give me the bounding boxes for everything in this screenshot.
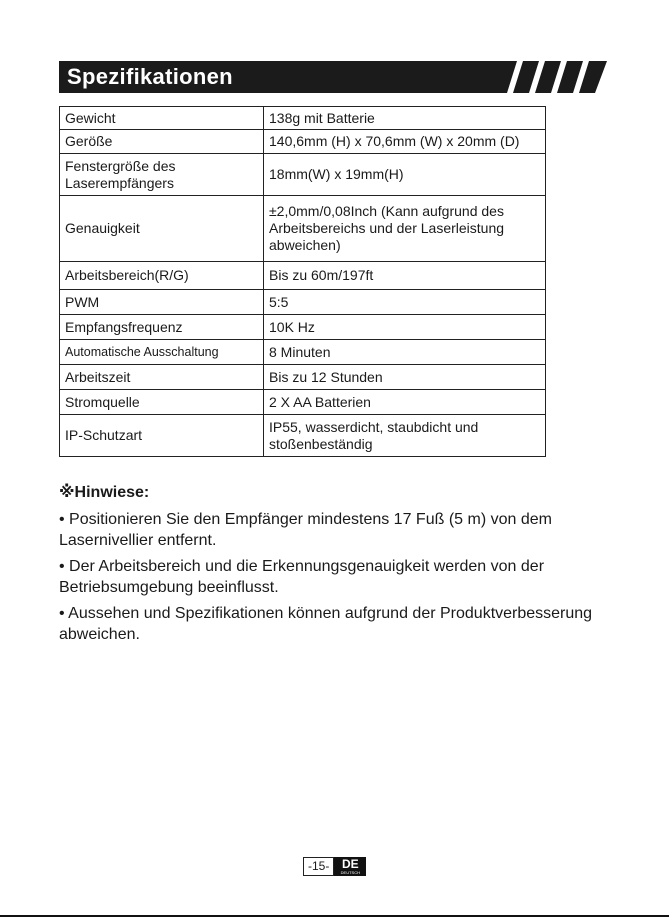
spec-value: 138g mit Batterie xyxy=(264,107,546,130)
page-footer xyxy=(303,857,366,876)
spec-label: Automatische Ausschaltung xyxy=(60,340,264,365)
table-row xyxy=(60,196,546,262)
spec-label: Geröße xyxy=(60,130,264,154)
page-number: -15- xyxy=(303,857,334,876)
spec-value: IP55, wasserdicht, staubdicht und stoßenbeständig xyxy=(264,415,546,457)
bottom-divider xyxy=(0,915,669,917)
spec-label: Stromquelle xyxy=(60,390,264,415)
spec-value: 5:5 xyxy=(264,290,546,315)
table-row xyxy=(60,390,546,415)
notes-title: ※Hinwiese: xyxy=(59,484,150,501)
spec-value: 8 Minuten xyxy=(264,340,546,365)
table-row xyxy=(60,130,546,154)
note-item: • Aussehen und Spezifikationen können aufgrund der Produktverbesserung abweichen. xyxy=(59,605,593,643)
language-code: DE xyxy=(342,857,359,871)
spec-value: ±2,0mm/0,08Inch (Kann aufgrund des Arbeitsbereichs und der Laserleistung abweichen) xyxy=(264,196,546,262)
language-badge xyxy=(334,857,366,876)
notes-section xyxy=(59,482,599,650)
spec-value: 10K Hz xyxy=(264,315,546,340)
table-row xyxy=(60,290,546,315)
table-row xyxy=(60,315,546,340)
spec-label: Arbeitsbereich(R/G) xyxy=(60,262,264,290)
note-item: • Positionieren Sie den Empfänger mindestens 17 Fuß (5 m) von dem Lasernivellier entfernt. xyxy=(59,511,552,549)
spec-label: Gewicht xyxy=(60,107,264,130)
spec-label: IP-Schutzart xyxy=(60,415,264,457)
table-row xyxy=(60,262,546,290)
table-row xyxy=(60,365,546,390)
language-name: DEUTSCH xyxy=(340,870,361,875)
spec-label: Fenstergröße des Laserempfängers xyxy=(60,154,264,196)
table-row xyxy=(60,154,546,196)
spec-table xyxy=(59,106,546,457)
page-title: Spezifikationen xyxy=(67,64,233,89)
spec-label: Empfangsfrequenz xyxy=(60,315,264,340)
table-row xyxy=(60,107,546,130)
spec-label: Genauigkeit xyxy=(60,196,264,262)
table-row xyxy=(60,415,546,457)
section-header xyxy=(59,61,607,93)
spec-value: Bis zu 12 Stunden xyxy=(264,365,546,390)
table-row xyxy=(60,340,546,365)
spec-label: PWM xyxy=(60,290,264,315)
note-item: • Der Arbeitsbereich und die Erkennungsgenauigkeit werden von der Betriebsumgebung beeinflusst. xyxy=(59,558,545,596)
spec-value: 2 X AA Batterien xyxy=(264,390,546,415)
spec-value: 140,6mm (H) x 70,6mm (W) x 20mm (D) xyxy=(264,130,546,154)
spec-value: 18mm(W) x 19mm(H) xyxy=(264,154,546,196)
spec-label: Arbeitszeit xyxy=(60,365,264,390)
spec-value: Bis zu 60m/197ft xyxy=(264,262,546,290)
